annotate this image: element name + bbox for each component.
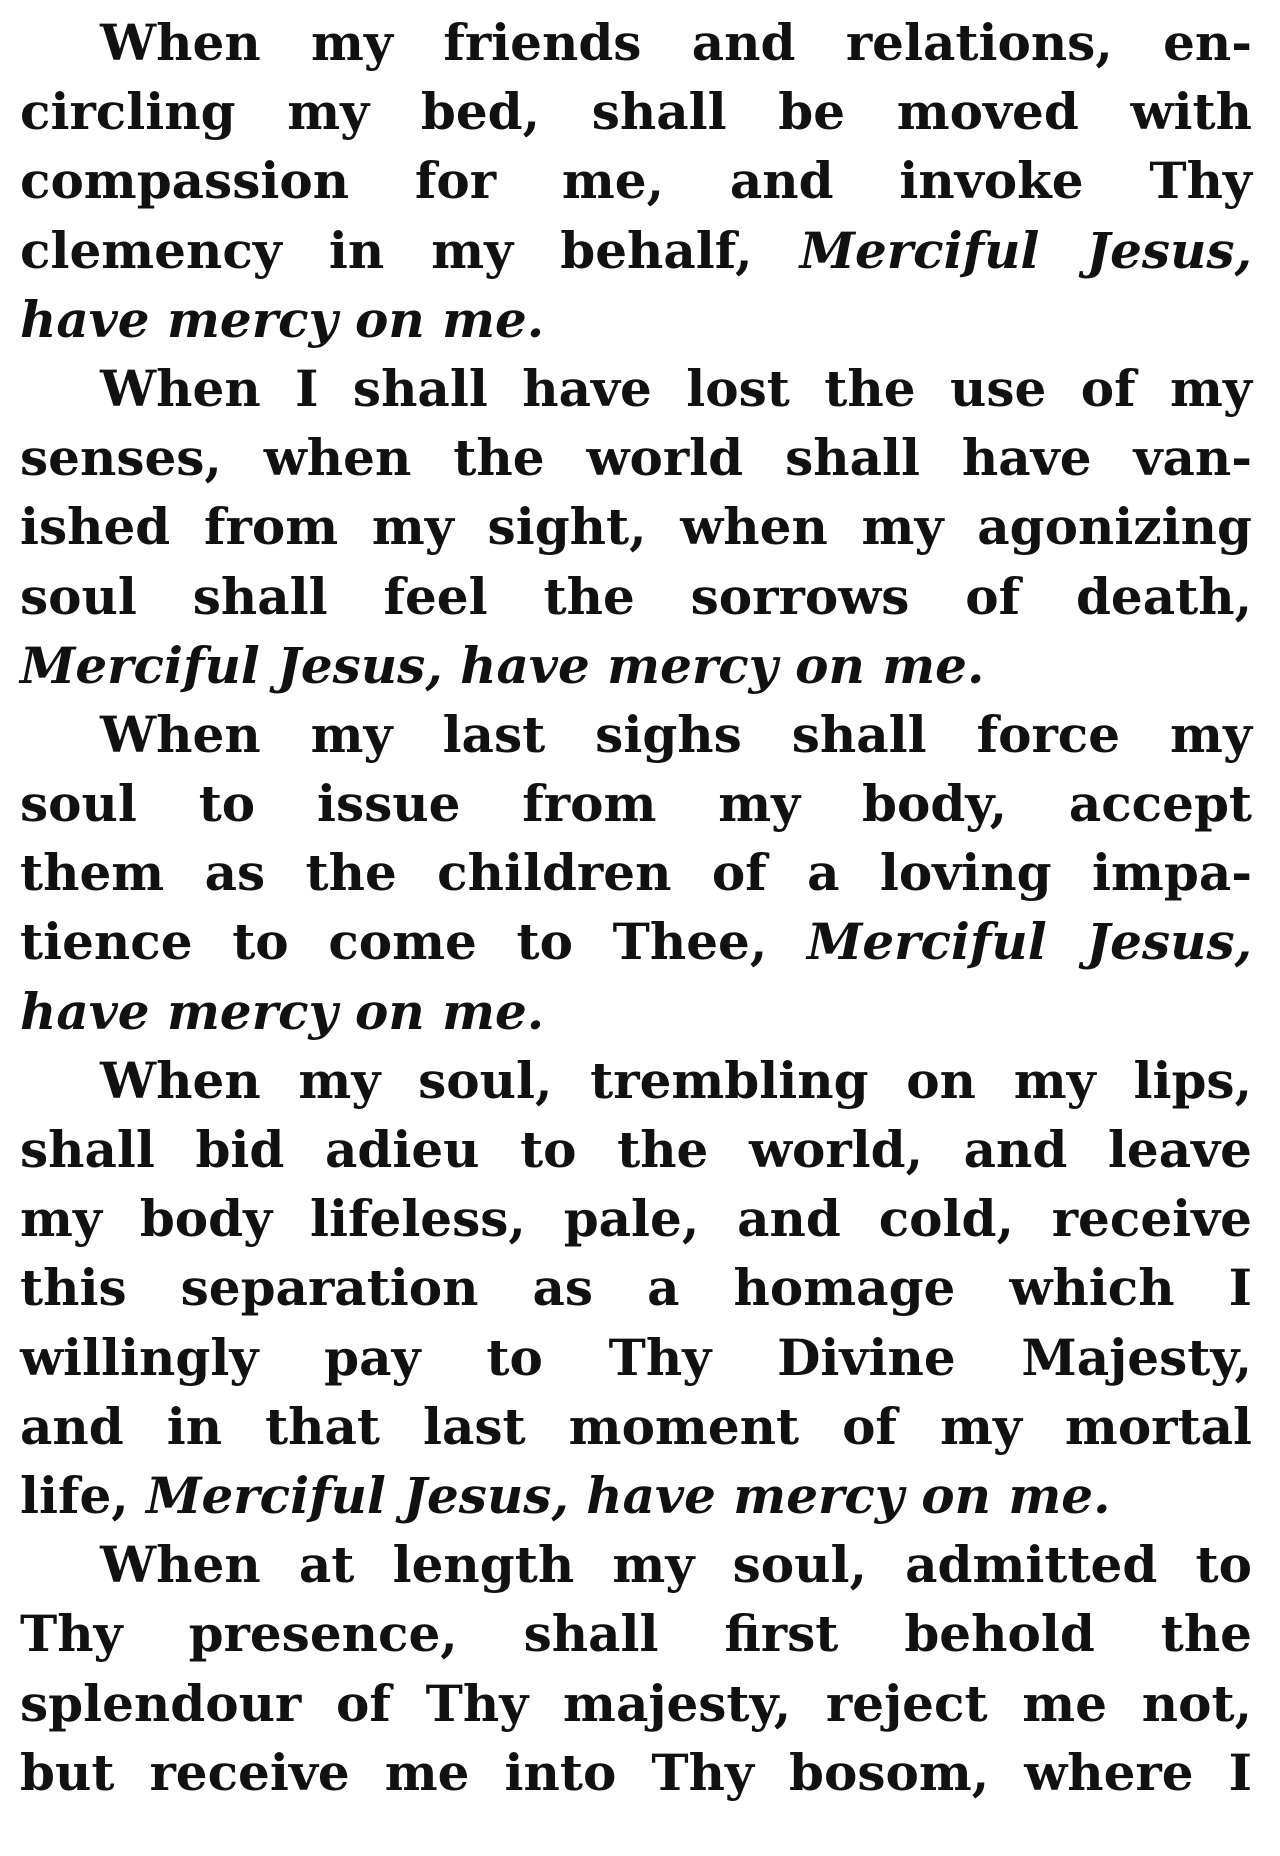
text-line [20,1184,1252,1253]
text-segment: soul shall feel the sorrows of death, [20,566,1252,626]
italic-refrain: have mercy on me. [20,289,545,349]
text-segment: tience to come to Thee, [20,912,807,972]
text-line [20,285,1252,354]
text-line [20,1669,1252,1738]
text-segment: them as the children of a loving impa- [20,843,1252,903]
text-segment: ished from my sight, when my agonizing [20,497,1252,557]
paragraph [20,1046,1252,1530]
text-line [20,216,1252,285]
text-line [20,562,1252,631]
text-segment: this separation as a homage which I [20,1258,1252,1318]
text-line [20,1530,1252,1599]
text-segment: and in that last moment of my mortal [20,1396,1252,1456]
italic-refrain: Merciful Jesus, [799,220,1252,280]
text-segment: senses, when the world shall have van- [20,428,1252,488]
text-segment: circling my bed, shall be moved with [20,82,1252,142]
text-segment: but receive me into Thy bosom, where I [20,1742,1252,1802]
text-line [20,423,1252,492]
text-line [20,8,1252,77]
text-line [20,769,1252,838]
italic-refrain: Merciful Jesus, have mercy on me. [146,1465,1111,1525]
text-segment: Thy presence, shall first behold the [20,1604,1252,1664]
paragraph [20,700,1252,1046]
text-segment: When at length my soul, admitted to [100,1535,1252,1595]
text-line [20,838,1252,907]
text-line [20,1046,1252,1115]
text-line [20,631,1252,700]
paragraph [20,354,1252,700]
paragraph [20,8,1252,354]
text-line [20,700,1252,769]
text-line [20,1253,1252,1322]
text-segment: When my last sighs shall force my [100,704,1252,764]
text-segment: willingly pay to Thy Divine Majesty, [20,1327,1252,1387]
text-line [20,492,1252,561]
text-segment: When my friends and relations, en- [100,13,1252,72]
text-line [20,1392,1252,1461]
text-line [20,977,1252,1046]
text-line [20,1323,1252,1392]
text-segment: life, [20,1465,147,1525]
text-segment: compassion for me, and invoke Thy [20,151,1252,211]
italic-refrain: Merciful Jesus, [806,912,1253,972]
text-segment: my body lifeless, pale, and cold, receive [20,1189,1252,1249]
paragraph [20,1530,1252,1807]
text-segment: splendour of Thy majesty, reject me not, [20,1673,1252,1733]
text-line [20,77,1252,146]
text-line [20,1115,1252,1184]
italic-refrain: have mercy on me. [20,981,545,1041]
text-segment: soul to issue from my body, accept [20,774,1252,834]
text-segment: When my soul, trembling on my lips, [100,1050,1252,1110]
text-segment: When I shall have lost the use of my [100,358,1252,418]
text-line [20,1461,1252,1530]
text-line [20,354,1252,423]
text-line [20,146,1252,215]
text-line [20,907,1252,976]
text-segment: shall bid adieu to the world, and leave [20,1120,1252,1179]
text-segment: clemency in my behalf, [20,220,800,280]
italic-refrain: Merciful Jesus, have mercy on me. [20,635,985,695]
text-line [20,1738,1252,1807]
text-line [20,1599,1252,1668]
prayer-page [20,8,1252,1807]
